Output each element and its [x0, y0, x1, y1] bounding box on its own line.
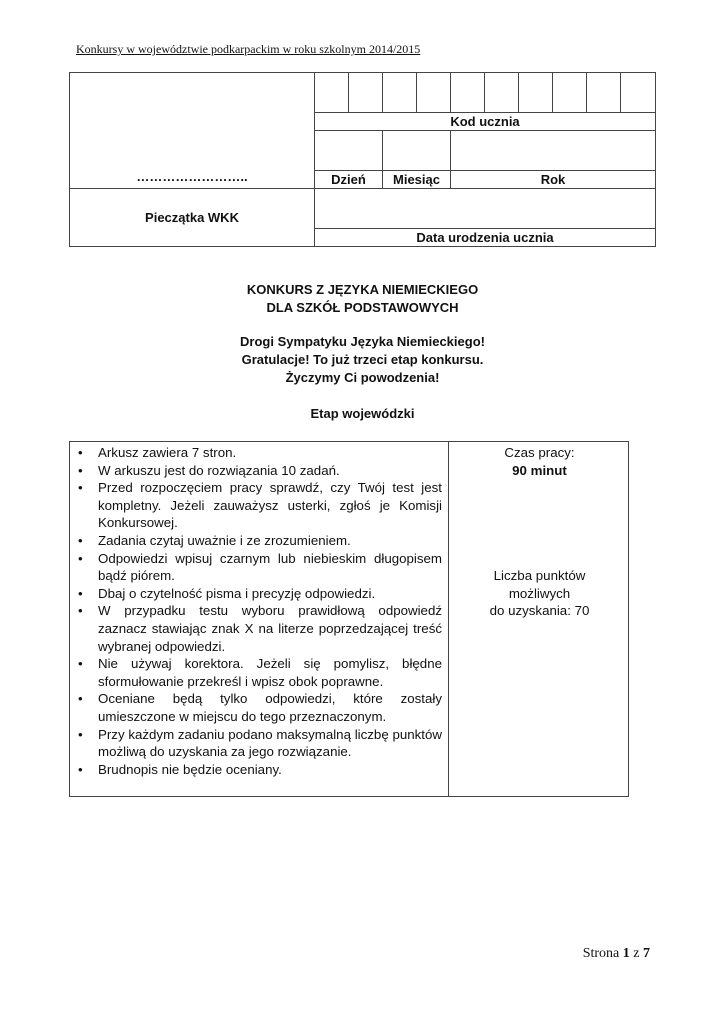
instruction-text: Odpowiedzi wpisuj czarnym lub niebieskim długopisem bądź piórem. — [98, 550, 442, 584]
code-box[interactable] — [553, 73, 587, 113]
bullet-icon: • — [78, 462, 83, 478]
instruction-text: Dbaj o czytelność pisma i precyzję odpowiedzi. — [98, 585, 376, 601]
greeting-line-3: Życzymy Ci powodzenia! — [285, 370, 440, 385]
code-box[interactable] — [587, 73, 621, 113]
footer-sep: z — [633, 946, 640, 961]
instruction-text: Nie używaj korektora. Jeżeli się pomylisz, błędne sformułowanie przekreśl i wpisz obok poprawne. — [98, 656, 442, 689]
bullet-icon: • — [78, 550, 83, 566]
points-line-2: możliwych — [508, 585, 571, 601]
day-box[interactable] — [315, 131, 383, 171]
month-box[interactable] — [383, 131, 451, 171]
code-box[interactable] — [485, 73, 519, 113]
footer-prefix: Strona — [582, 946, 620, 961]
code-box[interactable] — [519, 73, 553, 113]
bullet-icon: • — [78, 445, 83, 460]
code-box[interactable] — [315, 73, 349, 113]
instruction-text: Przy każdym zadaniu podano maksymalną liczbę punktów możliwą do uzyskania za jego rozwiązanie. — [98, 726, 442, 760]
bullet-icon: • — [78, 656, 83, 672]
footer-total: 7 — [643, 946, 650, 961]
code-box[interactable] — [621, 73, 656, 113]
instruction-item — [76, 444, 442, 462]
title-line-1: KONKURS Z JĘZYKA NIEMIECKIEGO — [246, 282, 479, 297]
stamp-label: Pieczątka WKK — [70, 189, 315, 247]
time-value: 90 minut — [512, 462, 567, 478]
instruction-item — [76, 690, 442, 725]
instruction-text: W przypadku testu wyboru prawidłową odpowiedź zaznacz stawiając znak X na literze poprzedzającej treść wybranej odpowiedzi. — [98, 603, 442, 654]
code-box[interactable] — [417, 73, 451, 113]
greeting-line-1: Drogi Sympatyku Języka Niemieckiego! — [240, 334, 485, 349]
bullet-icon: • — [78, 480, 83, 496]
bullet-icon: • — [78, 726, 83, 742]
instruction-text: Oceniane będą tylko odpowiedzi, które zostały umieszczone w miejscu do tego przeznaczonym. — [98, 691, 442, 724]
year-box[interactable] — [451, 131, 656, 171]
instructions-box — [69, 441, 629, 797]
bullet-icon: • — [78, 603, 83, 619]
header-text: Konkursy w województwie podkarpackim w roku szkolnym 2014/2015 — [76, 42, 421, 56]
bullet-icon: • — [78, 691, 83, 707]
code-box[interactable] — [451, 73, 485, 113]
time-label: Czas pracy: — [504, 445, 575, 460]
student-info-table — [69, 72, 656, 247]
code-label: Kod ucznia — [315, 113, 656, 131]
instruction-text: Przed rozpoczęciem pracy sprawdź, czy Twój test jest kompletny. Jeżeli zauważysz usterki, zgłoś je Komisji Konkursowej. — [98, 480, 442, 531]
greeting — [0, 333, 725, 387]
stamp-area — [70, 73, 315, 189]
instruction-item — [76, 532, 442, 550]
instruction-item — [76, 462, 442, 480]
instructions-list — [76, 444, 442, 778]
points-line-1: Liczba punktów — [493, 568, 586, 584]
contest-title — [0, 281, 725, 317]
bullet-icon: • — [78, 585, 83, 601]
points-line-3: do uzyskania: 70 — [489, 603, 590, 619]
instruction-item — [76, 655, 442, 690]
year-label: Rok — [451, 171, 656, 189]
instruction-item — [76, 602, 442, 655]
exam-info-column — [449, 442, 630, 796]
instruction-item — [76, 550, 442, 585]
birth-date-label: Data urodzenia ucznia — [315, 229, 656, 247]
birth-date-box[interactable] — [315, 189, 656, 229]
footer-page: 1 — [622, 946, 630, 961]
bullet-icon: • — [78, 532, 83, 548]
code-box[interactable] — [383, 73, 417, 113]
month-label: Miesiąc — [383, 171, 451, 189]
instruction-text: W arkuszu jest do rozwiązania 10 zadań. — [98, 462, 340, 478]
title-line-2: DLA SZKÓŁ PODSTAWOWYCH — [266, 300, 459, 315]
page-number — [583, 946, 650, 962]
bullet-icon: • — [78, 761, 83, 777]
code-box[interactable] — [349, 73, 383, 113]
instructions-column — [70, 442, 449, 796]
instruction-item — [76, 726, 442, 761]
instruction-item — [76, 761, 442, 779]
instruction-text: Brudnopis nie będzie oceniany. — [98, 761, 282, 777]
instruction-text: Zadania czytaj uważnie i ze zrozumieniem. — [98, 532, 351, 548]
stage-title: Etap wojewódzki — [310, 406, 415, 421]
greeting-line-2: Gratulacje! To już trzeci etap konkursu. — [241, 352, 484, 367]
instruction-item — [76, 479, 442, 532]
instruction-text: Arkusz zawiera 7 stron. — [98, 445, 237, 460]
day-label: Dzień — [315, 171, 383, 189]
instruction-item — [76, 585, 442, 603]
stamp-dots: …………………….. — [136, 169, 248, 184]
